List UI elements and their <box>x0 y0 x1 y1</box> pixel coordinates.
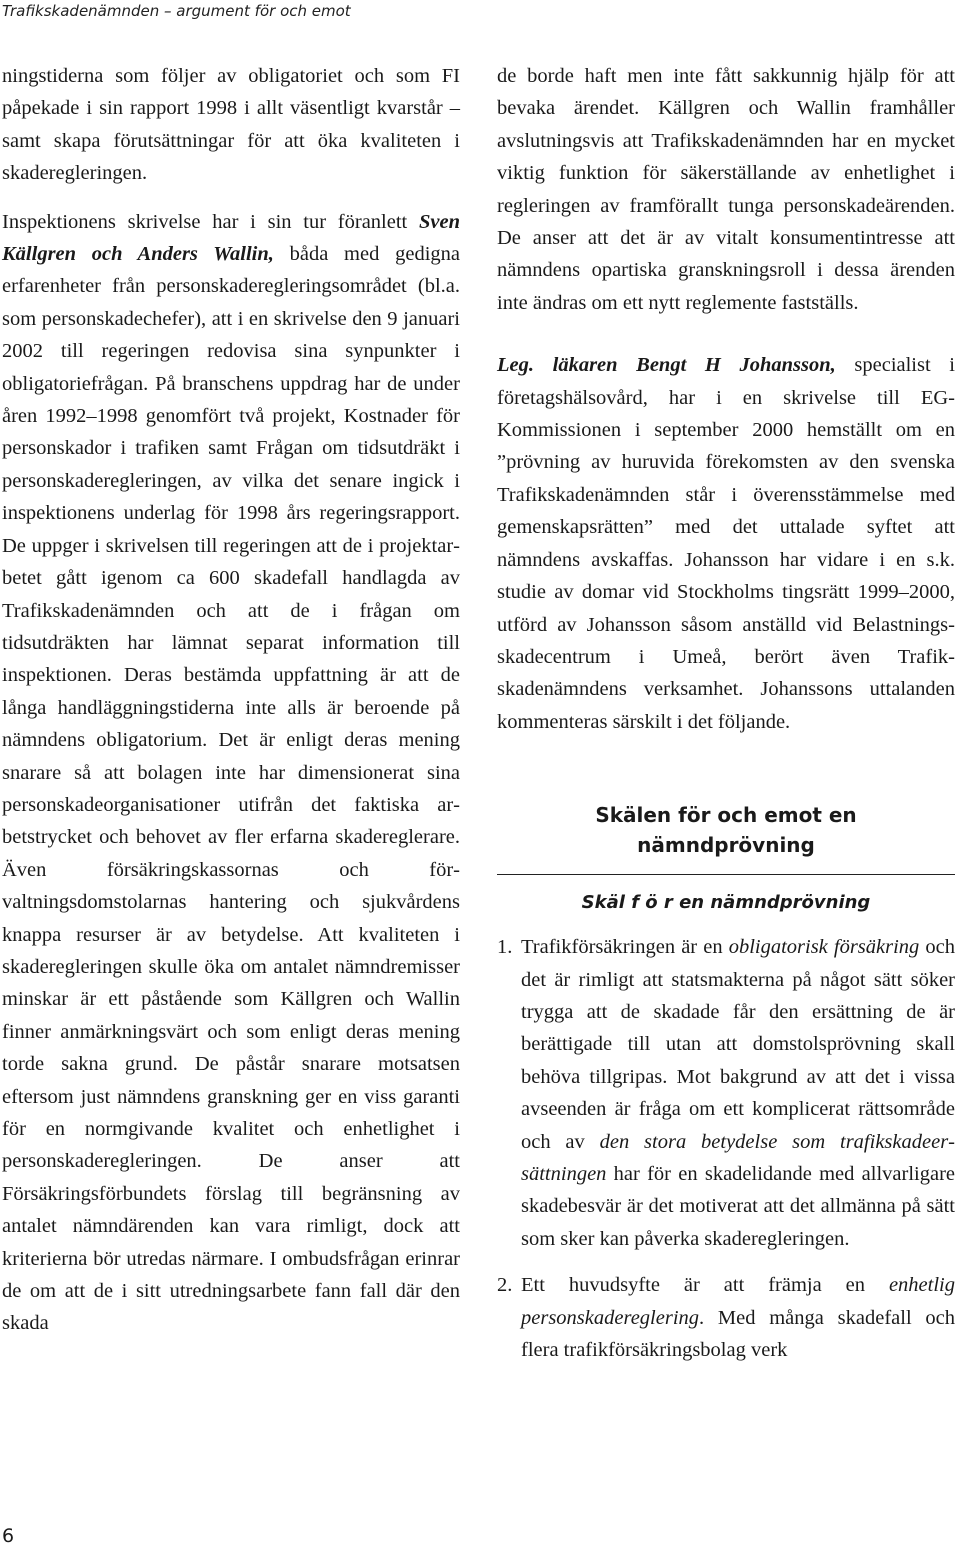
section-heading-line: Skälen för och emot en <box>595 803 857 828</box>
text-run: Trafikförsäkringen är en <box>521 936 729 959</box>
emphasis: obligatorisk försäkring <box>728 936 920 959</box>
list-item <box>497 931 955 1255</box>
left-column <box>2 60 460 1340</box>
author-name: Leg. läkaren Bengt H Johansson, <box>497 354 836 377</box>
text-run: båda med gedigna erfarenheter från personskaderegleringsområdet (bl.a. som personskadechefer), att i en skrivelse den 9 januari 2002 till regeringen redovisa sina synpunkter i obligatoriefrågan. På branschens uppdrag har de under åren 1992–1998 genomfört två projekt, Kostnader för personskador i trafiken samt Frågan om tidsutdräkt i personskaderegleringen, av vilka det senare ingick i inspektionens underlag för 1998 års regeringsrapport. De uppger i skrivelsen till regeringen att de i projektarbetet gått igenom ca 600 skadefall handlagda av Trafikskadenämnden och att de i frågan om tidsutdräkten har lämnat separat information till inspektionen. Deras bestämda uppfattning är att de långa handläggningstiderna inte alls är beroende på nämndens obligatorium. Det är enligt deras mening snarare så att bolagen inte har dimensionerat sina personskadeorganisationer utifrån det faktiska arbetstrycket och behovet av fler erfarna skadereglerare. Även försäkringskassornas och förvaltningsdomstolarnas hantering och sjukvårdens knappa resurser är av betydelse. Att kvaliteten i skaderegleringen skulle öka om antalet nämndremisser minskar är ett påstående som Källgren och Wallin finner anmärkningsvärt och som enligt deras mening torde sakna grund. De påstår snarare motsatsen eftersom just nämndens granskning ger en viss garanti för en normgivande kvalitet och enhetlighet i personskaderegleringen. De anser att Försäkringsförbundets förslag till begränsning av antalet nämndärenden kan vara rimligt, dock att kriterierna bör utredas närmare. I ombudsfrågan erinrar de om att de i sitt utredningsarbete fann fall där den skada <box>2 243 460 1335</box>
page-number: 6 <box>2 1525 15 1547</box>
reasons-list <box>497 931 955 1366</box>
section-heading-line: nämndprövning <box>637 833 815 858</box>
text-run: har för en skadelidande med allvarligare skadebesvär är det motiverat att det allmänna på sätt som sker kan påverka skaderegleringen. <box>521 1162 955 1250</box>
text-run: och det är rimligt att statsmakterna på något sätt söker trygga att de skadade får den ersättning de är berättigade till utan att domstolsprövning skall behöva tillgripas. Mot bakgrund av att det i vissa avseenden är fråga om ett komplicerat rättsområde och av <box>521 936 956 1153</box>
text-run: . Med många skadefall och flera trafikförsäkringsbolag verk <box>521 1306 955 1361</box>
list-number: 2. <box>497 1274 513 1297</box>
emphasis: den stora betydelse som trafikskadeersättningen <box>521 1130 955 1185</box>
sub-heading: Skäl f ö r en nämndprövning <box>581 892 871 914</box>
list-item <box>497 1269 955 1366</box>
right-column <box>497 60 955 1380</box>
paragraph: de borde haft men inte fått sakkunnig hjälp för att bevaka ärendet. Källgren och Wallin framhåller avslutningsvis att Trafikskadenämnden har en mycket viktig funktion för säkerställande av enhetlighet i regleringen av framförallt tunga personskadeärenden. De anser att det är av vitalt konsumentintresse att nämndens opartiska granskningsroll i dessa ärenden inte ändras om ett nytt reglemente fastställs. <box>497 65 955 314</box>
paragraph: ningstiderna som följer av obligatoriet och som FI påpekade i sin rapport 1998 i allt väsentligt kvarstår – samt skapa förutsättningar för att öka kvaliteten i skaderegleringen. <box>2 65 460 185</box>
list-number: 1. <box>497 936 513 959</box>
paragraph <box>2 206 460 1340</box>
author-names: Sven Källgren och Anders Wallin, <box>2 210 460 266</box>
text-run: specialist i företagshälsovård, har i en skrivelse till EG-Kommissionen i september 2000 hemställt om en ”prövning av huruvida förekomsten av den svenska Trafikskadenämnden står i överensstämmelse med gemenskapsrätten” med det uttalade syftet att nämndens avskaffas. Johansson har vidare i en s.k. studie av domar vid Stockholms tingsrätt 1999–2000, utförd av Johansson såsom anställd vid Belastningsskadecentrum i Umeå, berört även Trafikskadenämndens verksamhet. Johanssons uttalanden kommenteras särskilt i det följande. <box>497 354 955 733</box>
text-run: Ett huvudsyfte är att främja en <box>521 1274 889 1297</box>
section-heading <box>497 800 955 875</box>
running-head: Trafikskadenämnden – argument för och emot <box>2 2 351 20</box>
text-run: Inspektionens skrivelse har i sin tur föranlett <box>2 210 419 233</box>
paragraph <box>497 349 955 738</box>
emphasis: enhetlig personskadereglering <box>521 1274 955 1329</box>
